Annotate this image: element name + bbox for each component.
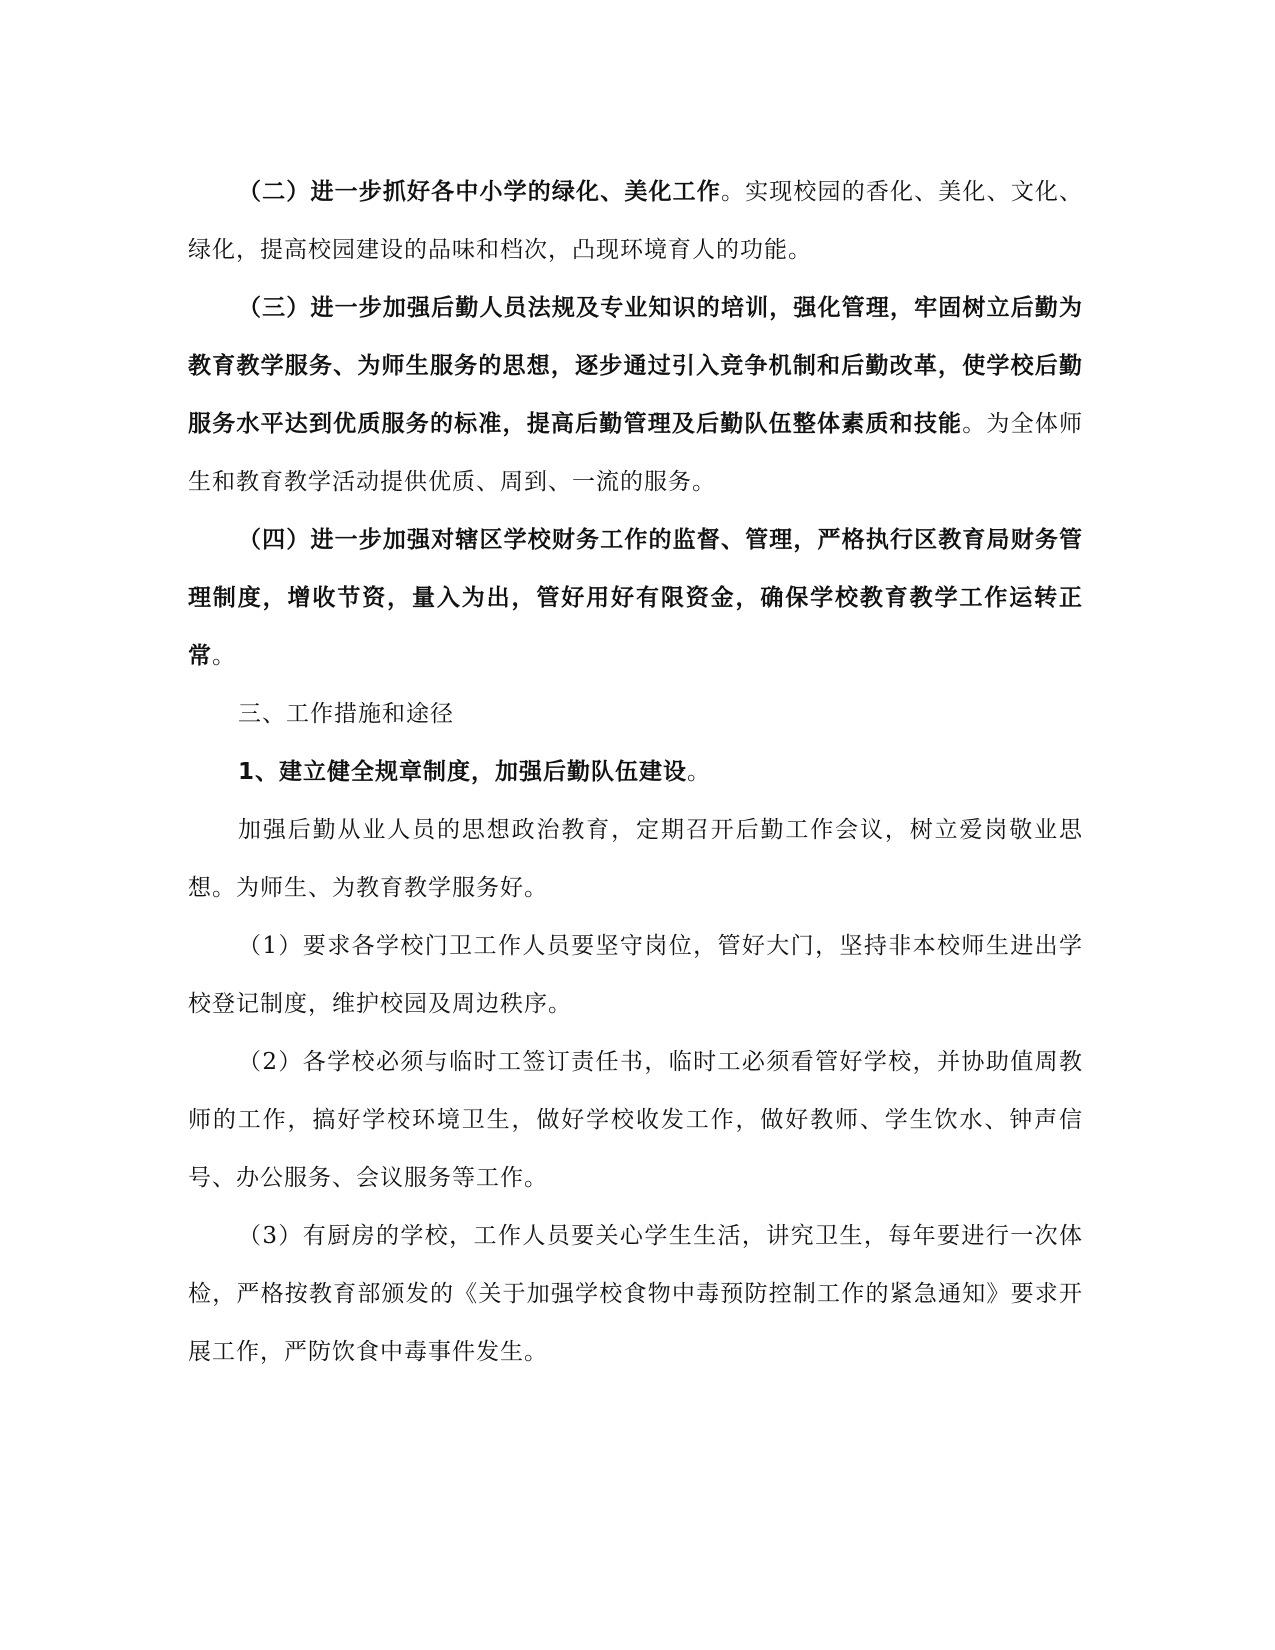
paragraph-text: 。为全体师生和教育教学活动提供优质、周到、一流的服务。 <box>188 411 1084 495</box>
paragraph-heading: （三）进一步加强后勤人员法规及专业知识的培训，强化管理，牢固树立后勤为教育教学服务、为师生服务的思想，逐步通过引入竞争机制和后勤改革，使学校后勤服务水平达到优质服务的标准，提高后勤管理及后勤队伍整体素质和技能 <box>188 295 1083 437</box>
section-heading-measures <box>188 685 1083 743</box>
paragraph-text: （2）各学校必须与临时工签订责任书，临时工必须看管好学校，并协助值周教师的工作，搞好学校环境卫生，做好学校收发工作，做好教师、学生饮水、钟声信号、办公服务、会议服务等工作。 <box>188 1049 1083 1191</box>
paragraph-political-education <box>188 801 1083 917</box>
paragraph-greening <box>188 163 1083 279</box>
paragraph-item-3-kitchen <box>188 1207 1083 1381</box>
paragraph-text: 加强后勤从业人员的思想政治教育，定期召开后勤工作会议，树立爱岗敬业思想。为师生、为教育教学服务好。 <box>188 817 1083 901</box>
paragraph-text: （3）有厨房的学校，工作人员要关心学生生活，讲究卫生，每年要进行一次体检，严格按教育部颁发的《关于加强学校食物中毒预防控制工作的紧急通知》要求开展工作，严防饮食中毒事件发生。 <box>188 1223 1083 1365</box>
section-heading-text: 三、工作措施和途径 <box>238 701 454 727</box>
paragraph-text: （1）要求各学校门卫工作人员要坚守岗位，管好大门，坚持非本校师生进出学校登记制度，维护校园及周边秩序。 <box>188 933 1083 1017</box>
paragraph-item-1-gatekeeping <box>188 917 1083 1033</box>
paragraph-heading: （四）进一步加强对辖区学校财务工作的监督、管理，严格执行区教育局财务管理制度，增收节资，量入为出，管好用好有限资金，确保学校教育教学工作运转正常 <box>188 527 1083 669</box>
subheading-punctuation: 。 <box>687 759 712 785</box>
paragraph-text: 。实现校园的香化、美化、文化、绿化，提高校园建设的品味和档次，凸现环境育人的功能。 <box>188 179 1084 263</box>
paragraph-finance-supervision <box>188 511 1083 685</box>
document-body <box>188 163 1083 1381</box>
paragraph-logistics-training <box>188 279 1083 511</box>
paragraph-text: 。 <box>212 643 236 669</box>
subheading-text: 1、建立健全规章制度，加强后勤队伍建设 <box>238 759 688 785</box>
subheading-rules-team <box>188 743 1083 801</box>
paragraph-item-2-temporary-staff <box>188 1033 1083 1207</box>
paragraph-heading: （二）进一步抓好各中小学的绿化、美化工作 <box>238 179 721 205</box>
